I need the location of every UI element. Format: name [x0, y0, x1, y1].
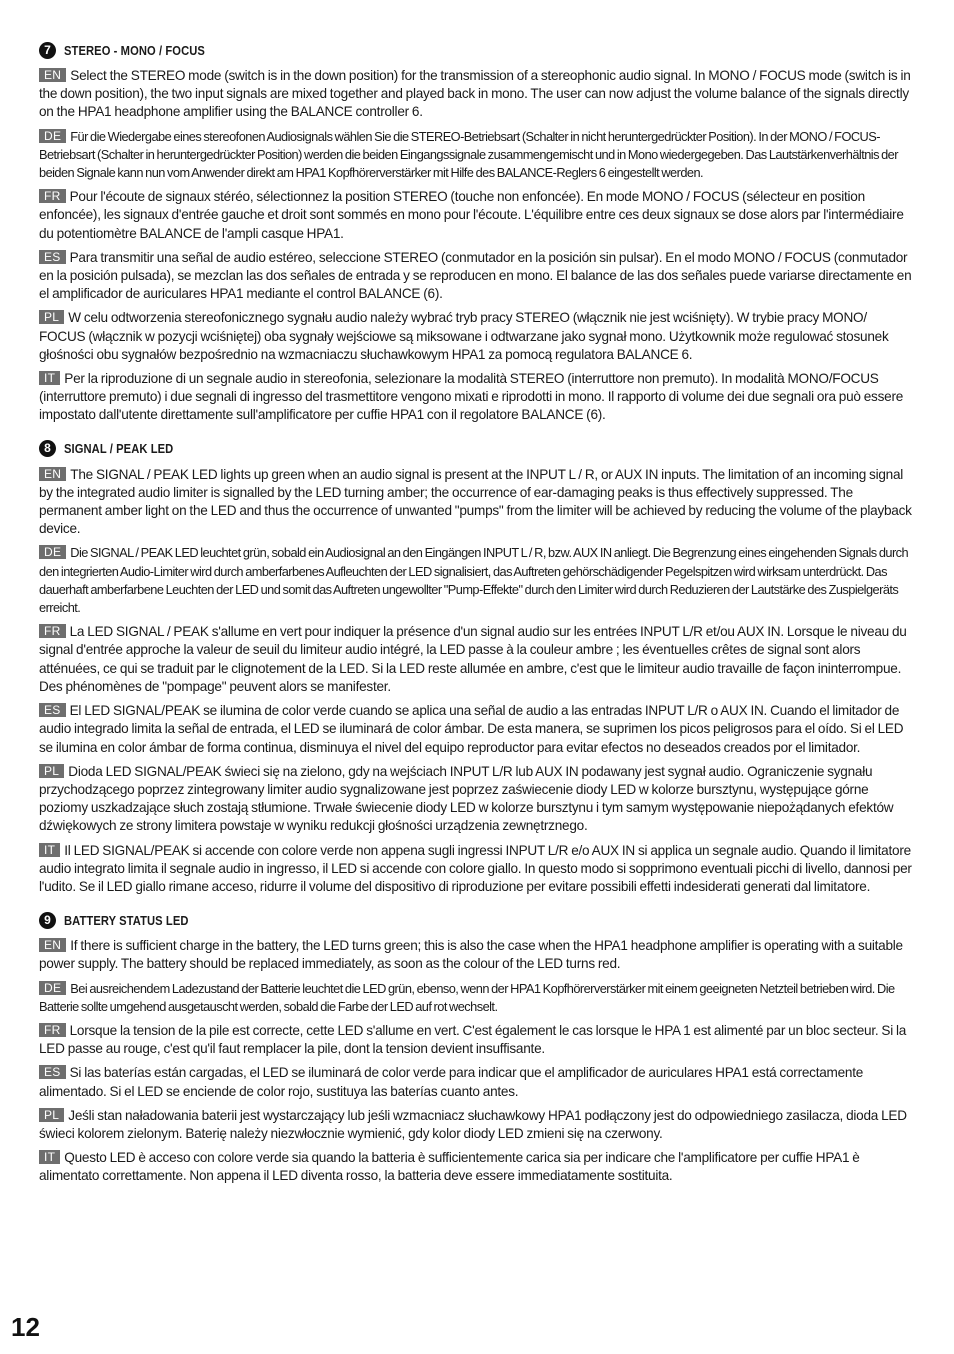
- language-tag-en: EN: [39, 467, 66, 481]
- paragraph-de: [39, 128, 915, 183]
- language-tag-en: EN: [39, 68, 66, 82]
- language-tag-de: DE: [39, 545, 66, 559]
- language-tag-fr: FR: [39, 624, 66, 638]
- manual-page: [39, 40, 915, 1200]
- paragraph-pl: [39, 763, 915, 836]
- paragraph-text: Para transmitir una señal de audio estéreo, seleccione STEREO (conmutador en la posición sin pulsar). En el modo MONO / FOCUS (conmutador en la posición pulsada), se mezclan las dos señales de entrada y se reproducen en mono. El balance de las dos señales puede variarse directamente en el amplificador de auriculares HPA1 mediante el control BALANCE (6).: [39, 249, 912, 302]
- paragraph-text: The SIGNAL / PEAK LED lights up green when an audio signal is present at the INPUT L / R, or AUX IN inputs. The limitation of an incoming signal by the integrated audio limiter is signalled by the LED turning amber; the occurrence of ear-damaging peaks is thus effectively suppressed. The permanent amber light on the LED and thus the occurrence of unwanted "pumps" from the limiter will be achieved by reducing the volume of the playback device.: [39, 466, 912, 537]
- paragraph-es: [39, 1064, 915, 1100]
- paragraph-text: Für die Wiedergabe eines stereofonen Audiosignals wählen Sie die STEREO-Betriebsart (Schalter in nicht heruntergedrückter Position). In der MONO / FOCUS-Betriebsart (Schalter in heruntergedrückter Position) werden die beiden Eingangssignale zusammengemischt und in Mono wiedergegeben. Das Lautstärkenverhältnis der beiden Signale kann nun vom Anwender direkt am HPA1 Kopfhörerverstärker mit Hilfe des BALANCE-Reglers 6 eingestellt werden.: [39, 128, 898, 181]
- section-number-badge: 9: [39, 912, 56, 929]
- paragraph-en: [39, 67, 915, 122]
- paragraph-de: [39, 544, 915, 617]
- paragraph-text: El LED SIGNAL/PEAK se ilumina de color verde cuando se aplica una señal de audio a las entradas INPUT L/R o AUX IN. Cuando el limitador de audio integrado limita la señal de entrada, el LED se iluminará de color ámbar. De esta manera, se suprimen los picos peligrosos para el oído. Si el LED se ilumina en color ámbar de forma continua, disminuya el nivel del equipo reproductor para evitar efectos no deseados creados por el limitador.: [39, 703, 904, 755]
- section-title: STEREO - MONO / FOCUS: [64, 42, 205, 58]
- language-tag-pl: PL: [39, 1108, 64, 1122]
- language-tag-es: ES: [39, 1065, 66, 1079]
- paragraph-en: [39, 466, 915, 539]
- language-tag-it: IT: [39, 1150, 60, 1164]
- paragraph-text: Questo LED è acceso con colore verde sia quando la batteria è sufficientemente carica sia per indicare che l'amplificatore per cuffie HPA1 è alimentato correttamente. Non appena il LED diventa rosso, la batteria deve essere immediatamente sostituita.: [39, 1150, 860, 1184]
- paragraph-text: Il LED SIGNAL/PEAK si accende con colore verde non appena sugli ingressi INPUT L/R e/o AUX IN si applica un segnale audio. Quando il limitatore audio integrato limita il segnale audio in ingresso, il LED si accende con colore giallo. In questo modo si sopprimono eventuali picchi di livello, dannosi per l'udito. Se il LED giallo rimane acceso, ridurre il volume del dispositivo di riproduzione per evitare possibili effetti indesiderati generati dal limitatore.: [39, 842, 912, 894]
- paragraph-pl: [39, 1107, 915, 1143]
- paragraph-text: La LED SIGNAL / PEAK s'allume en vert pour indiquer la présence d'un signal audio sur les entrées INPUT L/R et/ou AUX IN. Lorsque le niveau du signal d'entrée approche la valeur de seuil du limiteur audio intégré, la LED passe à la couleur ambre ; les éventuelles crêtes de signal sont alors atténuées, ce qui se traduit par le clignotement de la LED. Si la LED reste allumée en ambre, c'est que le limiteur audio travaille de façon ininterrompue. Des phénomènes de "pompage" peuvent alors se manifester.: [39, 624, 907, 694]
- paragraph-it: [39, 842, 915, 897]
- section-stereo-mono-focus: [39, 40, 915, 425]
- language-tag-es: ES: [39, 703, 66, 717]
- paragraph-pl: [39, 309, 915, 364]
- language-tag-fr: FR: [39, 1023, 66, 1037]
- paragraph-text: Select the STEREO mode (switch is in the down position) for the transmission of a stereophonic audio signal. In MONO / FOCUS mode (switch is in the down position), the two input signals are mixed together and played back in mono. The user can now adjust the volume balance of the signals directly on the HPA1 headphone amplifier using the BALANCE controller 6.: [39, 68, 911, 120]
- paragraph-es: [39, 702, 915, 757]
- section-title: BATTERY STATUS LED: [64, 912, 189, 928]
- paragraph-text: Si las baterías están cargadas, el LED se iluminará de color verde para indicar que el amplificador de auriculares HPA1 está correctamente alimentado. Si el LED se enciende de color rojo, sustituya las baterías cuanto antes.: [39, 1065, 864, 1099]
- page-number: 12: [11, 1312, 40, 1342]
- section-signal-peak-led: [39, 439, 915, 896]
- section-number-badge: 7: [39, 42, 56, 59]
- language-tag-de: DE: [39, 129, 66, 143]
- section-number-badge: 8: [39, 440, 56, 457]
- paragraph-text: Per la riproduzione di un segnale audio in stereofonia, selezionare la modalità STEREO (interruttore non premuto). In modalità MONO/FOCUS (interruttore premuto) i due segnali di ingresso del trasmettitore vengono mixati e riprodotti in mono. Il rapporto di volume dei due segnali ora può essere impostato dall'utente direttamente sull'amplificatore per cuffie HPA1 con il regolatore BALANCE (6).: [39, 371, 904, 423]
- paragraph-text: W celu odtworzenia stereofonicznego sygnału audio należy wybrać tryb pracy STEREO (włącznik nie jest wciśnięty). W trybie pracy MONO/ FOCUS (włącznik w pozycji wciśniętej) oba sygnały wejściowe są miksowane i odtwarzane jako sygnał mono. Użytkownik może regulować stosunek głośności obu sygnałów bezpośrednio na wzmacniaczu słuchawkowym HPA1 za pomocą regulatora BALANCE 6.: [39, 310, 889, 362]
- paragraph-fr: [39, 623, 915, 696]
- language-tag-it: IT: [39, 371, 60, 385]
- paragraph-fr: [39, 1022, 915, 1058]
- language-tag-pl: PL: [39, 764, 64, 778]
- section-battery-status-led: [39, 910, 915, 1185]
- language-tag-en: EN: [39, 938, 66, 952]
- language-tag-de: DE: [39, 981, 66, 995]
- paragraph-it: [39, 370, 915, 425]
- paragraph-text: Die SIGNAL / PEAK LED leuchtet grün, sobald ein Audiosignal an den Eingängen INPUT L / R, bzw. AUX IN anliegt. Die Begrenzung eines eingehenden Signals durch den integrierten Audio-Limiter wird durch amberfarbenes Aufleuchten der LED signalisiert, das Auftreten gehörschädigender Pegelspitzen wird wirksam unterdrückt. Das dauerhaft amberfarbene Leuchten der LED und somit das Auftreten ungewollter "Pump-Effekte" durch den Limiter wird durch Reduzieren der Lautstärke des Zuspielgeräts erreicht.: [39, 545, 909, 616]
- paragraph-text: Pour l'écoute de signaux stéréo, sélectionnez la position STEREO (touche non enfoncée). En mode MONO / FOCUS (sélecteur en position enfoncée), les signaux d'entrée gauche et droit sont sommés en mono pour l'écoute. L'équilibre entre ces deux signaux se dose alors par l'intermédiaire du potentiomètre BALANCE de l'ampli casque HPA1.: [39, 189, 904, 241]
- section-heading: [39, 40, 915, 60]
- paragraph-de: [39, 980, 915, 1016]
- paragraph-text: If there is sufficient charge in the battery, the LED turns green; this is also the case when the HPA1 headphone amplifier is operating with a suitable power supply. The battery should be replaced immediately, as soon as the colour of the LED turns red.: [39, 938, 903, 972]
- section-heading: [39, 439, 915, 459]
- paragraph-fr: [39, 188, 915, 243]
- language-tag-it: IT: [39, 843, 60, 857]
- language-tag-fr: FR: [39, 189, 66, 203]
- section-heading: [39, 910, 915, 930]
- paragraph-es: [39, 249, 915, 304]
- language-tag-es: ES: [39, 250, 66, 264]
- paragraph-it: [39, 1149, 915, 1185]
- paragraph-text: Dioda LED SIGNAL/PEAK świeci się na zielono, gdy na wejściach INPUT L/R lub AUX IN podawany jest sygnał audio. Ograniczenie sygnału przychodzącego poprzez zintegrowany limiter audio sygnalizowane jest poprzez zaświecenie diody LED w kolorze bursztynu, występujące górne poziomy uszkadzające słuch zostają stłumione. Trwałe świecenie diody LED w kolorze bursztynu i tym samym występowanie niepożądanych efektów dźwiękowych ze strony limitera powstaje w wyniku redukcji głośności urządzenia zewnętrznego.: [39, 763, 894, 834]
- section-title: SIGNAL / PEAK LED: [64, 441, 174, 457]
- paragraph-text: Jeśli stan naładowania baterii jest wystarczający lub jeśli wzmacniacz słuchawkowy HPA1 podłączony jest do odpowiedniego zasilacza, dioda LED świeci kolorem zielonym. Baterię należy niezwłocznie wymienić, gdy kolor diody LED zmieni się na czerwony.: [39, 1107, 907, 1141]
- paragraph-text: Lorsque la tension de la pile est correcte, cette LED s'allume en vert. C'est également le cas lorsque le HPA 1 est alimenté par un bloc secteur. Si la LED passe au rouge, c'est qu'il faut remplacer la pile, dont la tension devient insuffisante.: [39, 1022, 907, 1057]
- language-tag-pl: PL: [39, 310, 64, 324]
- paragraph-en: [39, 937, 915, 973]
- paragraph-text: Bei ausreichendem Ladezustand der Batterie leuchtet die LED grün, ebenso, wenn der HPA1 Kopfhörerverstärker mit einem geeigneten Netzteil betrieben wird. Die Batterie sollte umgehend ausgetauscht werden, sobald die Farbe der LED auf rot wechselt.: [39, 980, 895, 1014]
